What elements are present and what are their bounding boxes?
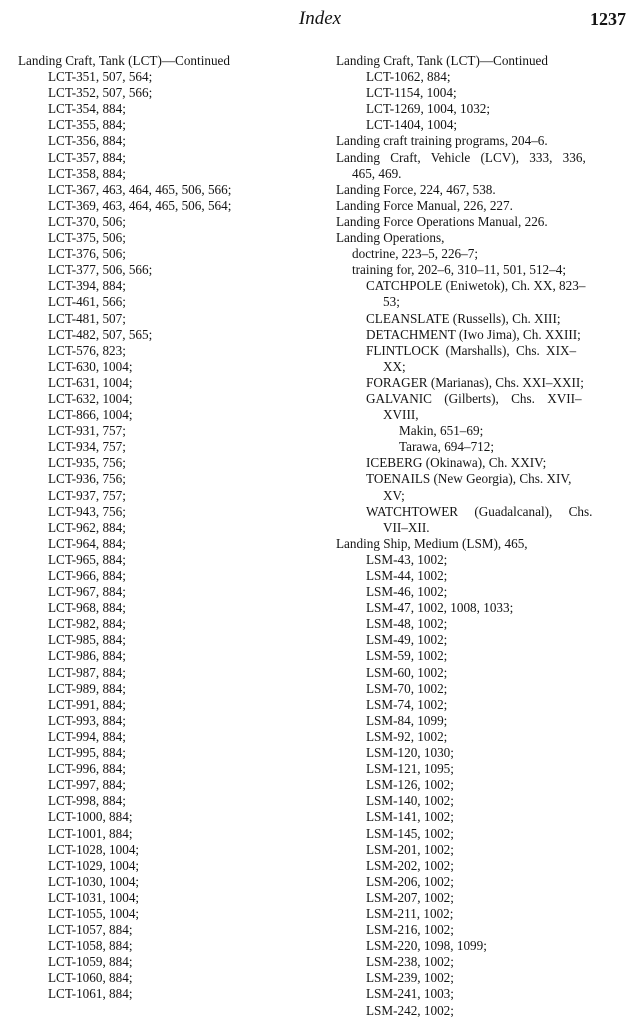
- index-entry: LCT-481, 507;: [48, 310, 126, 326]
- index-subentry: CLEANSLATE (Russells), Ch. XIII;: [366, 310, 561, 326]
- index-entry: LSM-92, 1002;: [366, 728, 448, 744]
- index-entry: LSM-140, 1002;: [366, 793, 454, 809]
- index-entry: LCT-937, 757;: [48, 487, 126, 503]
- index-entry: LCT-1030, 1004;: [48, 873, 140, 889]
- index-entry: LCT-997, 884;: [48, 777, 126, 793]
- index-entry: LSM-201, 1002;: [366, 841, 454, 857]
- page-number: 1237: [590, 9, 626, 29]
- index-subentry: DETACHMENT (Iwo Jima), Ch. XXIII;: [366, 326, 581, 342]
- index-entry: LCT-351, 507, 564;: [48, 69, 153, 85]
- index-entry: LSM-59, 1002;: [366, 648, 448, 664]
- index-entry: LCT-369, 463, 464, 465, 506, 564;: [48, 197, 232, 213]
- index-subentry: Tarawa, 694–712;: [399, 439, 495, 455]
- index-entry: LCT-355, 884;: [48, 117, 126, 133]
- index-entry: LCT-482, 507, 565;: [48, 326, 153, 342]
- index-entry: LSM-121, 1095;: [366, 761, 454, 777]
- index-entry: LCT-993, 884;: [48, 712, 126, 728]
- index-entry: LCT-966, 884;: [48, 568, 126, 583]
- index-entry: LCT-965, 884;: [48, 551, 126, 567]
- index-entry: LCT-1154, 1004;: [366, 85, 457, 101]
- index-entry: LCT-394, 884;: [48, 278, 126, 294]
- index-subentry-continuation: XV;: [383, 487, 405, 503]
- index-entry: Landing Operations,: [336, 230, 445, 246]
- index-subentry: training for, 202–6, 310–11, 501, 512–4;: [352, 262, 566, 278]
- index-entry: LCT-995, 884;: [48, 745, 126, 761]
- index-entry: LSM-220, 1098, 1099;: [366, 938, 487, 954]
- index-entry: Landing Force Manual, 226, 227.: [336, 197, 513, 213]
- index-entry: LCT-358, 884;: [48, 165, 126, 181]
- index-entry: LCT-991, 884;: [48, 696, 126, 712]
- index-entry: LCT-1404, 1004;: [366, 117, 458, 133]
- index-subentry: FLINTLOCK (Marshalls), Chs. XIX–: [366, 342, 577, 358]
- index-entry: LCT-377, 506, 566;: [48, 262, 153, 278]
- index-entry: LCT-461, 566;: [48, 294, 126, 310]
- index-entry: LCT-936, 756;: [48, 471, 126, 487]
- index-entry: Landing Ship, Medium (LSM), 465,: [336, 535, 528, 551]
- index-entry-continuation: 465, 469.: [352, 165, 402, 181]
- index-entry: LSM-202, 1002;: [366, 857, 454, 873]
- index-subentry: CATCHPOLE (Eniwetok), Ch. XX, 823–: [366, 278, 586, 294]
- index-entry: LCT-576, 823;: [48, 342, 126, 358]
- index-subentry: Makin, 651–69;: [399, 423, 484, 439]
- index-entry: LCT-354, 884;: [48, 101, 126, 117]
- index-entry: LCT-994, 884;: [48, 728, 126, 744]
- index-subentry: WATCHTOWER (Guadalcanal), Chs.: [366, 503, 593, 519]
- index-entry: LSM-126, 1002;: [366, 777, 454, 793]
- index-entry: LCT-357, 884;: [48, 149, 126, 165]
- index-entry: LCT-866, 1004;: [48, 407, 133, 423]
- index-entry: LCT-356, 884;: [48, 133, 126, 149]
- index-subentry: ICEBERG (Okinawa), Ch. XXIV;: [366, 455, 547, 471]
- index-entry: LSM-216, 1002;: [366, 922, 454, 938]
- index-entry: LCT-934, 757;: [48, 439, 126, 455]
- index-entry: LCT-982, 884;: [48, 616, 126, 632]
- index-entry: LCT-632, 1004;: [48, 390, 133, 406]
- index-entry: LCT-376, 506;: [48, 246, 126, 262]
- index-entry: LSM-43, 1002;: [366, 551, 448, 567]
- column-heading: Landing Craft, Tank (LCT)—Continued: [18, 53, 230, 68]
- index-entry: LCT-987, 884;: [48, 664, 126, 680]
- index-subentry: FORAGER (Marianas), Chs. XXI–XXII;: [366, 374, 584, 390]
- index-entry: LSM-241, 1003;: [366, 986, 454, 1002]
- index-entry: LCT-935, 756;: [48, 455, 126, 471]
- index-entry: LSM-46, 1002;: [366, 584, 448, 600]
- index-entry: LCT-986, 884;: [48, 648, 126, 664]
- page-header: [0, 6, 640, 34]
- index-subentry: TOENAILS (New Georgia), Chs. XIV,: [366, 471, 572, 487]
- index-entry: LSM-238, 1002;: [366, 954, 454, 970]
- index-entry: LCT-931, 757;: [48, 423, 126, 439]
- index-entry: LCT-985, 884;: [48, 632, 126, 648]
- index-entry: LCT-1001, 884;: [48, 825, 133, 841]
- left-column: [18, 53, 318, 1003]
- index-entry: LCT-1057, 884;: [48, 922, 133, 938]
- index-entry: LCT-968, 884;: [48, 600, 126, 616]
- index-entry: Landing Force Operations Manual, 226.: [336, 213, 548, 229]
- index-entry: LSM-206, 1002;: [366, 873, 454, 889]
- index-subentry-continuation: XVIII,: [383, 407, 419, 423]
- index-entry: Landing Force, 224, 467, 538.: [336, 181, 496, 197]
- index-entry: LSM-145, 1002;: [366, 825, 454, 841]
- index-entry: LCT-989, 884;: [48, 680, 126, 696]
- index-entry: LCT-1059, 884;: [48, 954, 133, 970]
- index-entry: LCT-1062, 884;: [366, 69, 451, 85]
- lct-entry-list: [18, 69, 318, 1002]
- index-entry: LCT-631, 1004;: [48, 374, 133, 390]
- index-entry: LCT-1060, 884;: [48, 970, 133, 986]
- index-entry: LSM-207, 1002;: [366, 889, 454, 905]
- lsm-entry-list: [336, 552, 632, 1019]
- lct-entry-list: [336, 69, 632, 133]
- index-subentry-continuation: VII–XII.: [383, 519, 430, 535]
- index-entry: LSM-242, 1002;: [366, 1002, 454, 1018]
- index-entry: LCT-1055, 1004;: [48, 905, 140, 921]
- index-entry: LSM-74, 1002;: [366, 696, 448, 712]
- index-entry: Landing craft training programs, 204–6.: [336, 133, 548, 149]
- index-entry: LCT-352, 507, 566;: [48, 85, 153, 101]
- index-entry: LSM-141, 1002;: [366, 809, 454, 825]
- index-subentry-continuation: 53;: [383, 294, 400, 310]
- index-subentry-continuation: XX;: [383, 358, 406, 374]
- index-entry: LCT-630, 1004;: [48, 358, 133, 374]
- index-entry: LCT-367, 463, 464, 465, 506, 566;: [48, 181, 232, 197]
- index-entry: LCT-964, 884;: [48, 535, 126, 551]
- index-entry: LSM-49, 1002;: [366, 632, 448, 648]
- index-entry: LCT-1000, 884;: [48, 809, 133, 825]
- index-entry: LCT-1269, 1004, 1032;: [366, 101, 491, 117]
- index-entry: LCT-996, 884;: [48, 761, 126, 777]
- index-entry: LSM-44, 1002;: [366, 568, 448, 583]
- index-entry: LCT-1031, 1004;: [48, 889, 140, 905]
- index-entry: LCT-962, 884;: [48, 519, 126, 535]
- index-entry: LCT-370, 506;: [48, 213, 126, 229]
- index-entry: LCT-375, 506;: [48, 230, 126, 246]
- index-entry: LSM-239, 1002;: [366, 970, 454, 986]
- index-entry: LCT-1061, 884;: [48, 986, 133, 1002]
- index-entry: LSM-120, 1030;: [366, 745, 454, 761]
- index-entry: LCT-1028, 1004;: [48, 841, 140, 857]
- column-heading: Landing Craft, Tank (LCT)—Continued: [336, 53, 548, 68]
- index-entry: LCT-943, 756;: [48, 503, 126, 519]
- index-entry: LSM-47, 1002, 1008, 1033;: [366, 600, 514, 616]
- index-subentry: doctrine, 223–5, 226–7;: [352, 246, 478, 262]
- index-entry: LCT-1058, 884;: [48, 938, 133, 954]
- index-entry: LSM-84, 1099;: [366, 712, 448, 728]
- index-entry: LCT-998, 884;: [48, 793, 126, 809]
- index-entry: LCT-1029, 1004;: [48, 857, 140, 873]
- index-entry: LSM-60, 1002;: [366, 664, 448, 680]
- running-title: Index: [298, 8, 342, 29]
- index-entry: Landing Craft, Vehicle (LCV), 333, 336,: [336, 149, 586, 165]
- index-entry: LCT-967, 884;: [48, 584, 126, 600]
- right-column: [336, 53, 632, 1019]
- index-entry: LSM-70, 1002;: [366, 680, 448, 696]
- index-entry: LSM-48, 1002;: [366, 616, 448, 632]
- index-entry: LSM-211, 1002;: [366, 905, 454, 921]
- index-subentry: GALVANIC (Gilberts), Chs. XVII–: [366, 390, 582, 406]
